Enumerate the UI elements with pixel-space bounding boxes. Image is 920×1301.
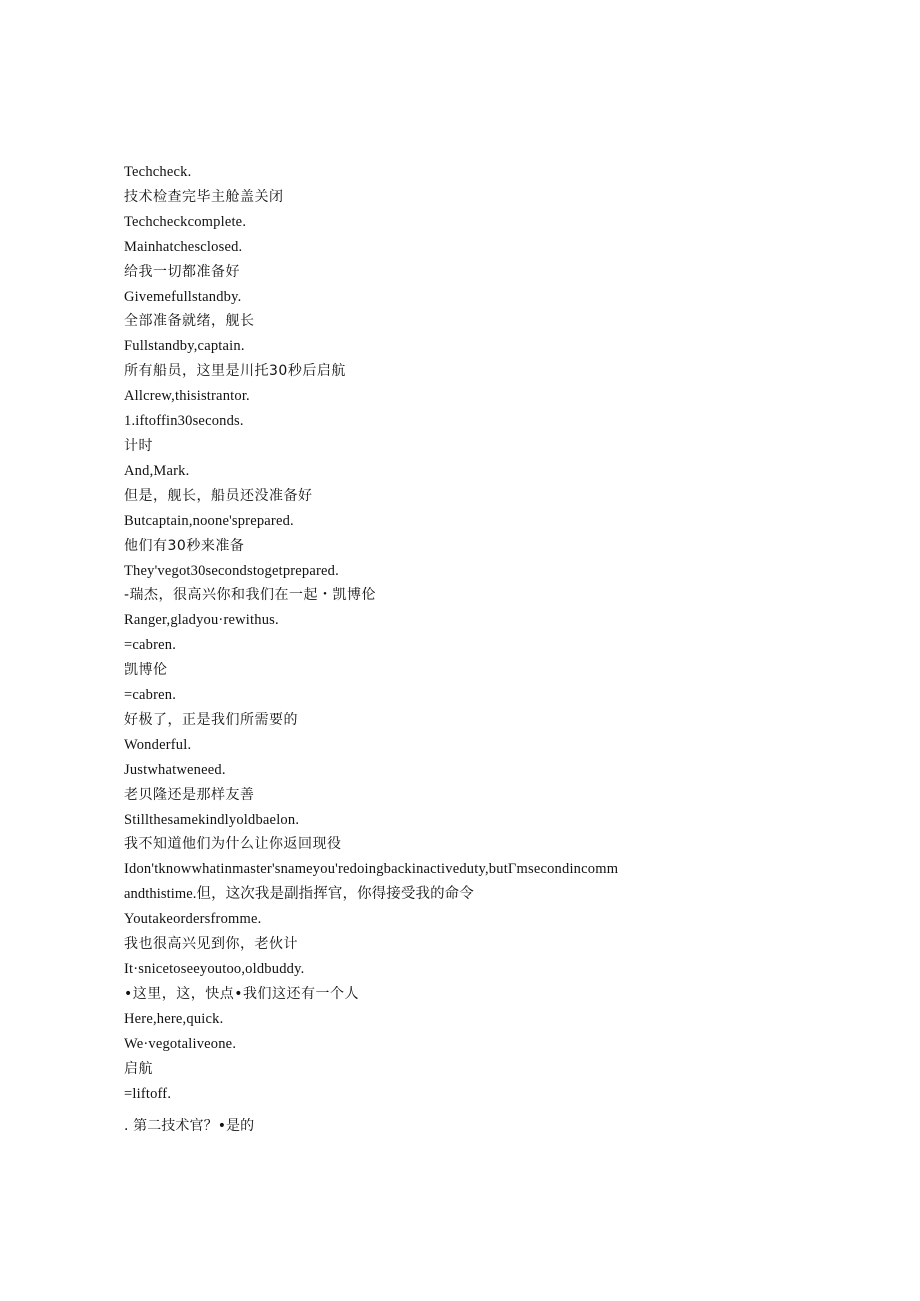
transcript-line: 但是，舰长，船员还没准备好	[124, 487, 313, 504]
transcript-line: 计时	[124, 437, 153, 454]
transcript-line: Ranger,gladyou·rewithus.	[124, 612, 279, 629]
transcript-line: •这里，这，快点•我们这还有一个人	[124, 985, 360, 1002]
transcript-line: We·vegotaliveone.	[124, 1035, 237, 1052]
transcript-line: It·snicetoseeyoutoo,oldbuddy.	[124, 961, 305, 977]
transcript-line: 全部准备就绪，舰长	[124, 313, 255, 330]
transcript-line: 老贝隆还是那样友善	[124, 786, 255, 803]
transcript-line: Youtakeordersfromme.	[124, 911, 262, 928]
transcript-line: andthistime.但，这次我是副指挥官，你得接受我的命令	[124, 886, 474, 903]
transcript-line: 我也很高兴见到你，老伙计	[124, 936, 298, 953]
transcript-line: 他们有30秒来准备	[124, 537, 245, 554]
transcript-line: 技术检查完毕主舱盖关闭	[124, 188, 284, 205]
transcript-line: Techcheckcomplete.	[124, 213, 247, 230]
transcript-line: 我不知道他们为什么让你返回现役	[124, 836, 342, 853]
transcript-line: 凯博伦	[124, 662, 168, 679]
transcript-line: 启航	[124, 1060, 153, 1077]
transcript-line: Justwhatweneed.	[124, 761, 226, 778]
transcript-line: Wonderful.	[124, 736, 192, 753]
transcript-line: Here,here,quick.	[124, 1010, 224, 1027]
transcript-line: =cabren.	[124, 637, 177, 654]
transcript-line: Stillthesamekindlyoldbaelon.	[124, 811, 300, 828]
transcript-line: Idon'tknowwhatinmaster'snameyou'redoingbackinactiveduty,butΓmsecondincomm	[124, 861, 619, 878]
transcript-line: Mainhatchesclosed.	[124, 238, 243, 255]
transcript-line: =cabren.	[124, 687, 177, 704]
transcript-line: 给我一切都准备好	[124, 263, 240, 280]
transcript-line: Butcaptain,noone'sprepared.	[124, 512, 294, 529]
transcript-line: And,Mark.	[124, 462, 190, 479]
transcript-line: =liftoff.	[124, 1085, 172, 1102]
transcript-line: 好极了，正是我们所需要的	[124, 711, 298, 728]
transcript-line: 所有船员，这里是川托30秒后启航	[124, 363, 346, 380]
transcript-line: Givemefullstandby.	[124, 288, 242, 305]
transcript-line: 1.iftoffin30seconds.	[124, 413, 244, 430]
transcript-line: -瑞杰，很高兴你和我们在一起・凯博伦	[124, 587, 377, 604]
transcript-line: Techcheck.	[124, 164, 192, 180]
transcript-line: . 第二技术官？•是的	[124, 1118, 255, 1135]
subtitle-transcript	[124, 160, 704, 1139]
transcript-line: They'vegot30secondstogetprepared.	[124, 562, 339, 579]
transcript-line: Fullstandby,captain.	[124, 338, 245, 355]
transcript-line: Allcrew,thisistrantor.	[124, 388, 250, 405]
